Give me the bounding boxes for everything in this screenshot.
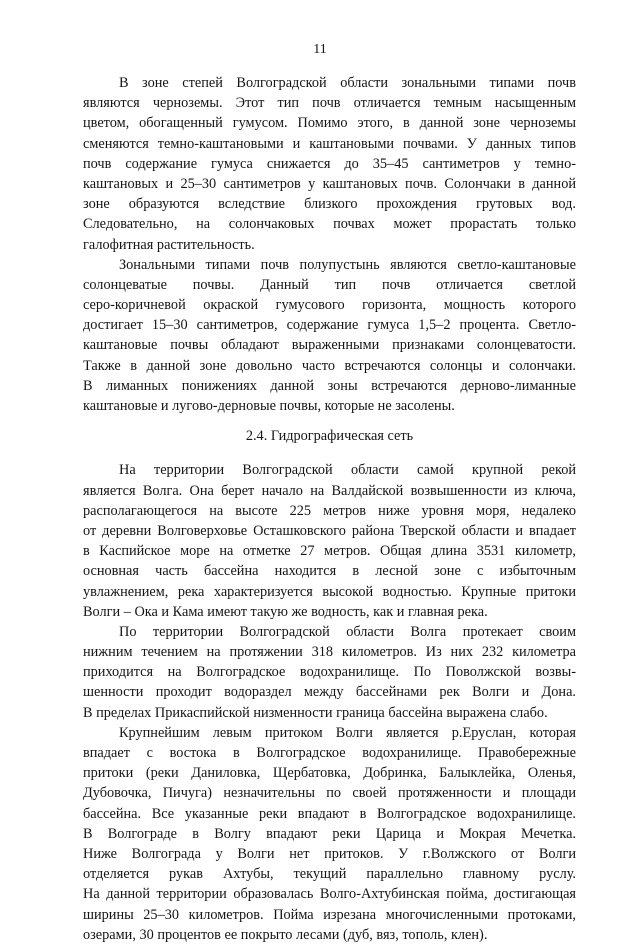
text-line: В Волгограде в Волгу впадают реки Царица и Мокрая Мечетка.	[83, 825, 576, 842]
text-line: впадает с востока в Волгоградское водохранилище. Правобережные	[83, 745, 576, 761]
text-line: В пределах Прикаспийской низменности граница бассейна выражена слабо.	[83, 704, 548, 721]
text-line: отделяется рукав Ахтубы, текущий параллельно главному руслу.	[83, 866, 576, 883]
text-line: является Волга. Она берет начало на Валдайской возвышенности из ключа,	[83, 482, 576, 499]
page-body	[83, 73, 576, 945]
text-line: шенности проходит водораздел между бассейнами рек Волги и Дона.	[83, 684, 576, 701]
text-line: солонцеватые почвы. Данный тип почв отличается светлой	[83, 276, 576, 293]
text-line: озерами, 30 процентов ее покрыто лесами (дуб, вяз, тополь, клен).	[83, 926, 488, 943]
text-line: от деревни Волговерховье Осташковского района Тверской области и впадает	[83, 522, 576, 539]
section-heading: 2.4. Гидрографическая сеть	[245, 428, 414, 445]
hydrography-section	[83, 460, 576, 945]
text-line: Волги – Ока и Кама имеют такую же водность, как и главная река.	[83, 603, 488, 620]
text-line: В лиманных понижениях данной зоны встречаются дерново-лиманные	[83, 377, 576, 394]
text-line: приходится на Волгоградское водохранилище. По Поволжской возвы-	[83, 664, 576, 681]
text-line: цветом, обогащенный гумусом. Помимо этого, в данной зоне черноземы	[83, 115, 576, 132]
text-line: сменяются темно-каштановыми и каштановыми почвами. У данных типов	[83, 135, 576, 152]
soil-section	[83, 73, 576, 416]
text-line: Крупнейшим левым притоком Волги является р.Еруслан, которая	[119, 724, 576, 741]
text-line: нижним течением на протяжении 318 километров. Из них 232 километра	[83, 644, 576, 661]
text-line: Ниже Волгограда у Волги нет притоков. У г.Волжского от Волги	[83, 845, 576, 862]
text-line: являются черноземы. Этот тип почв отличается темным насыщенным	[83, 95, 576, 112]
text-line: Зональными типами почв полупустынь являются светло-каштановые	[119, 256, 576, 273]
text-line: Также в данной зоне довольно часто встречаются солонцы и солончаки.	[83, 357, 576, 374]
text-line: зоне образуются вследствие близкого прохождения грутовых вод.	[83, 196, 576, 213]
text-line: каштановые и лугово-дерновые почвы, которые не засолены.	[83, 398, 455, 414]
text-line: В зоне степей Волгоградской области зональными типами почв	[119, 75, 576, 91]
text-line: Дубовочка, Пичуга) незначительны по своей протяженности и площади	[83, 785, 576, 802]
text-line: Следовательно, на солончаковых почвах может прорастать только	[83, 216, 576, 233]
text-line: почв содержание гумуса снижается до 35–45 сантиметров у темно-	[83, 155, 576, 172]
text-line: в Каспийское море на отметке 27 метров. Общая длина 3531 километр,	[83, 543, 576, 560]
text-line: На данной территории образовалась Волго-Ахтубинская пойма, достигающая	[83, 886, 576, 903]
text-line: На территории Волгоградской области самой крупной рекой	[119, 462, 576, 479]
text-line: располагающегося на высоте 225 метров ниже уровня моря, недалеко	[83, 502, 576, 519]
text-line: каштановых и 25–30 сантиметров у каштановых почв. Солончаки в данной	[83, 175, 576, 192]
text-line: достигает 15–30 сантиметров, содержание гумуса 1,5–2 процента. Светло-	[83, 317, 576, 334]
text-line: галофитная растительность.	[83, 236, 255, 253]
text-line: серо-коричневой окраской гумусового горизонта, мощность которого	[83, 297, 576, 314]
text-line: ширины 25–30 километров. Пойма изрезана многочисленными протоками,	[83, 906, 576, 923]
text-line: каштановые почвы обладают выраженными признаками солонцеватости.	[83, 337, 576, 354]
text-line: бассейна. Все указанные реки впадают в Волгоградское водохранилище.	[83, 805, 576, 822]
page-number: 11	[313, 42, 327, 57]
text-line: притоки (реки Даниловка, Щербатовка, Добринка, Балыклейка, Оленья,	[83, 765, 576, 782]
text-line: основная часть бассейна находится в лесной зоне с избыточным	[83, 563, 576, 580]
text-line: увлажнением, река характеризуется высокой водностью. Крупные притоки	[83, 583, 576, 600]
text-line: По территории Волгоградской области Волга протекает своим	[119, 623, 576, 640]
